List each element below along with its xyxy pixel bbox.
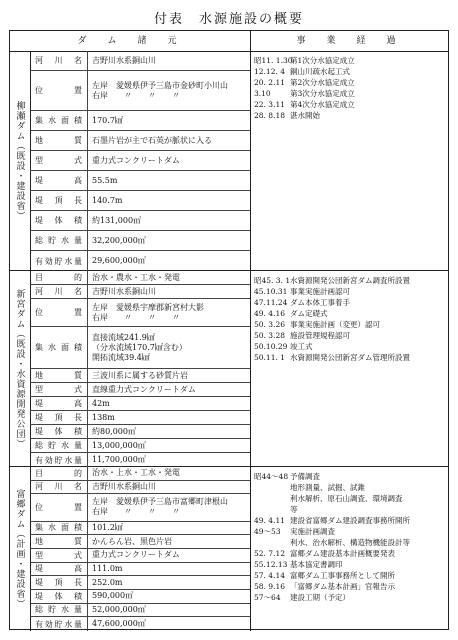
history-entry (254, 504, 445, 515)
spec-label: 型 式 (30, 151, 88, 170)
spec-row (30, 271, 250, 285)
spec-value: 左岸 愛媛県伊予三島市金砂町小川山 右岸 〃 〃 〃 (92, 80, 228, 100)
history-entry (254, 297, 445, 308)
spec-value: 29,600,000㎥ (92, 256, 146, 265)
spec-rows (30, 271, 251, 466)
spec-value: 治水・上水・工水・発電 (92, 468, 180, 478)
history-entry (254, 581, 445, 592)
spec-value: かんらん岩、黒色片岩 (92, 536, 172, 546)
history-entry (254, 559, 445, 570)
history-list (251, 51, 448, 270)
history-entry (254, 570, 445, 581)
spec-label: 河 川 名 (30, 481, 88, 494)
history-entry (254, 526, 445, 537)
spec-label: 地 質 (30, 535, 88, 548)
spec-row (30, 425, 250, 439)
spec-label: 堤 体 積 (30, 590, 88, 603)
history-text: 富郷ダム工事事務所として開所 (290, 571, 395, 580)
spec-label: 地 質 (30, 369, 88, 382)
spec-row (30, 590, 250, 604)
spec-row (30, 231, 250, 251)
history-date: 55.12.13 (254, 560, 288, 569)
history-text: 第4次分水協定成立 (290, 100, 355, 109)
history-text: 富郷ダム建設基本計画概要発表 (290, 549, 395, 558)
history-entry (254, 99, 445, 110)
spec-value: 直線重力式コンクリートダム (92, 384, 196, 394)
history-date: 49～53 (254, 527, 281, 536)
history-date (254, 537, 290, 548)
history-entry (254, 548, 445, 559)
history-entry (254, 471, 445, 482)
spec-value: 42m (92, 398, 110, 408)
spec-row (30, 563, 250, 577)
history-date: 49. 4.11 (254, 516, 286, 525)
history-date: 50. 3.28 (254, 331, 286, 340)
spec-value: 吉野川水系銅山川 (92, 286, 156, 296)
spec-label: 集水面積 (30, 111, 88, 130)
dam-section (10, 467, 448, 631)
spec-row (30, 453, 250, 467)
dam-name-label: 富郷ダム（計画・建設省） (10, 467, 31, 631)
spec-label: 位 置 (30, 299, 88, 326)
dam-name-label: 柳瀬ダム（既設・建設省） (10, 51, 31, 270)
history-text: 地形測量、試掘、試錐 (290, 483, 365, 492)
spec-row (30, 522, 250, 536)
spec-value: 55.5m (92, 175, 118, 185)
page-title: 付表 水源施設の概要 (153, 12, 304, 27)
history-text: 利水解析、原石山調査、環境調査 (290, 494, 403, 503)
dam-name-label: 新宮ダム（既設・水資源開発公団） (10, 271, 31, 466)
history-date: 22. 3.11 (254, 100, 286, 109)
spec-value: 252.0m (92, 577, 123, 587)
spec-row (30, 397, 250, 411)
history-entry (254, 493, 445, 504)
history-date: 3.10 (254, 89, 271, 98)
spec-value: 吉野川水系銅山川 (92, 481, 156, 491)
history-text: 施設管理規程認可 (290, 331, 350, 340)
spec-value: 石墨片岩が主で石英が脈状に入る (92, 135, 212, 145)
history-text: 湛水開始 (290, 111, 320, 120)
spec-row (30, 51, 250, 71)
spec-value: 11,700,000㎥ (92, 455, 146, 464)
spec-label: 目 的 (30, 467, 88, 480)
dam-section (10, 51, 448, 271)
history-text: 事業実施計画認可 (290, 287, 350, 296)
history-date: 28. 8.18 (254, 111, 286, 120)
history-date: 昭11. 1.30 (254, 56, 293, 65)
history-entry (254, 592, 445, 603)
history-entry (254, 66, 445, 77)
history-text: 第1次分水協定成立 (290, 56, 355, 65)
spec-row (30, 111, 250, 131)
history-entry (254, 319, 445, 330)
history-date: 50. 3.26 (254, 320, 286, 329)
spec-label: 堤 高 (30, 563, 88, 576)
spec-row (30, 383, 250, 397)
spec-label: 型 式 (30, 383, 88, 396)
history-list (251, 467, 448, 631)
history-entry (254, 286, 445, 297)
history-entry (254, 515, 445, 526)
spec-value: 直接流域241.9㎢ （分水流域170.7㎢含む） 開拓流域39.4㎢ (92, 332, 187, 362)
spec-row (30, 251, 250, 271)
spec-row (30, 549, 250, 563)
history-text: 実施計画調査 (290, 527, 335, 536)
spec-value: 138m (92, 412, 115, 422)
spec-row (30, 439, 250, 453)
spec-value: 三波川系に属する砂質片岩 (92, 370, 188, 380)
history-text: 水資源開発公団新宮ダム調査所設置 (290, 276, 410, 285)
spec-label: 河 川 名 (30, 51, 88, 70)
history-date: 49. 4.16 (254, 309, 286, 318)
history-date: 57～64 (254, 593, 281, 602)
history-text: 事業実施計画（変更）認可 (290, 320, 380, 329)
history-entry (254, 537, 445, 548)
spec-label: 堤 体 積 (30, 211, 88, 230)
history-text: 第2次分水協定成立 (290, 78, 355, 87)
spec-row (30, 576, 250, 590)
history-entry (254, 352, 445, 363)
spec-value: 重力式コンクリートダム (92, 550, 180, 560)
history-text: ダム本体工事着手 (290, 298, 350, 307)
spec-row (30, 191, 250, 211)
history-entry (254, 88, 445, 99)
spec-value: 47,600,000㎥ (92, 619, 146, 629)
spec-row (30, 299, 250, 327)
history-date: 12.12. 4 (254, 67, 286, 76)
dam-section (10, 271, 448, 467)
spec-value: 左岸 愛媛県伊予三島市富郷町津根山 右岸 〃 〃 〃 (92, 497, 228, 517)
history-date: 昭44～48 (254, 472, 289, 481)
history-text: 「富郷ダム基本計画」官報告示 (290, 582, 395, 591)
history-entry (254, 275, 445, 286)
history-entry (254, 482, 445, 493)
history-text: 予備調査 (290, 472, 320, 481)
spec-label: 目 的 (30, 271, 88, 284)
history-text: 基本協定書調印 (290, 560, 343, 569)
project-history-header: 事 業 経 過 (250, 31, 448, 52)
spec-row (30, 151, 250, 171)
spec-row (30, 327, 250, 369)
spec-value: 101.2㎢ (92, 522, 123, 532)
history-date (254, 493, 290, 504)
facility-table (9, 30, 449, 630)
spec-label: 位 置 (30, 71, 88, 110)
history-entry (254, 110, 445, 121)
spec-row (30, 71, 250, 111)
spec-label: 河 川 名 (30, 285, 88, 298)
history-entry (254, 308, 445, 319)
history-date: 50.10.29 (254, 342, 288, 351)
spec-value: 13,000,000㎥ (92, 440, 146, 450)
dam-specs-header: ダ ム 諸 元 (10, 31, 251, 52)
history-entry (254, 77, 445, 88)
spec-label: 総貯水量 (30, 231, 88, 250)
spec-row (30, 494, 250, 521)
spec-label: 有効貯水量 (30, 251, 88, 271)
spec-label: 堤 高 (30, 397, 88, 410)
spec-label: 集水面積 (30, 522, 88, 535)
history-text: 第3次分水協定成立 (290, 89, 355, 98)
history-text: 利水、治水解析、構造物機能設計等 (290, 538, 410, 547)
history-text: 竣工式 (290, 342, 313, 351)
spec-rows (30, 51, 251, 270)
spec-row (30, 131, 250, 151)
history-date (254, 482, 290, 493)
spec-value: 52,000,000㎥ (92, 604, 146, 614)
spec-row (30, 411, 250, 425)
spec-label: 型 式 (30, 549, 88, 562)
spec-value: 重力式コンクリートダム (92, 155, 180, 165)
spec-row (30, 617, 250, 631)
history-text: 銅山川疏水起工式 (290, 67, 350, 76)
history-list (251, 271, 448, 466)
spec-label: 堤 高 (30, 171, 88, 190)
spec-label: 地 質 (30, 131, 88, 150)
spec-value: 590,000㎥ (92, 591, 134, 601)
history-entry (254, 341, 445, 352)
history-date: 50.11. 1 (254, 353, 286, 362)
history-text: 建設工期（予定） (290, 593, 350, 602)
history-text: 水資源開発公団新宮ダム管理所設置 (290, 353, 410, 362)
history-date (254, 504, 290, 515)
spec-value: 約131,000㎥ (92, 215, 142, 225)
spec-row (30, 285, 250, 299)
spec-label: 位 置 (30, 494, 88, 520)
spec-row (30, 369, 250, 383)
spec-label: 有効貯水量 (30, 617, 88, 631)
spec-label: 堤 体 積 (30, 425, 88, 438)
spec-value: 治水・農水・工水・発電 (92, 272, 180, 282)
history-entry (254, 330, 445, 341)
spec-row (30, 604, 250, 618)
spec-label: 堤 頂 長 (30, 411, 88, 424)
spec-rows (30, 467, 251, 631)
spec-value: 吉野川水系銅山川 (92, 55, 156, 65)
spec-label: 総貯水量 (30, 604, 88, 617)
history-date: 58. 9.16 (254, 582, 286, 591)
history-date: 57. 4.14 (254, 571, 286, 580)
spec-value: 140.7m (92, 195, 123, 205)
spec-value: 32,200,000㎥ (92, 235, 146, 245)
spec-value: 170.7㎢ (92, 115, 123, 125)
spec-row (30, 467, 250, 481)
history-date: 20. 2.11 (254, 78, 286, 87)
history-date: 52. 7.12 (254, 549, 286, 558)
history-text: ダム定礎式 (290, 309, 328, 318)
spec-label: 集水面積 (30, 327, 88, 368)
history-date: 昭45. 3. 1 (254, 276, 291, 285)
history-text: 建設省富郷ダム建設調査事務所開所 (290, 516, 410, 525)
spec-row (30, 481, 250, 495)
history-date: 47.11.24 (254, 298, 288, 307)
spec-value: 111.0m (92, 563, 123, 573)
spec-value: 約80,000㎥ (92, 426, 136, 436)
history-text: 等 (290, 505, 298, 514)
spec-value: 左岸 愛媛県宇摩郡新宮村大影 右岸 〃 〃 〃 (92, 302, 204, 322)
spec-label: 堤 頂 長 (30, 191, 88, 210)
spec-label: 有効貯水量 (30, 453, 88, 467)
spec-row (30, 211, 250, 231)
spec-label: 堤 頂 長 (30, 576, 88, 589)
history-date: 45.10.31 (254, 287, 288, 296)
spec-row (30, 171, 250, 191)
history-entry (254, 55, 445, 66)
spec-label: 総貯水量 (30, 439, 88, 452)
spec-row (30, 535, 250, 549)
